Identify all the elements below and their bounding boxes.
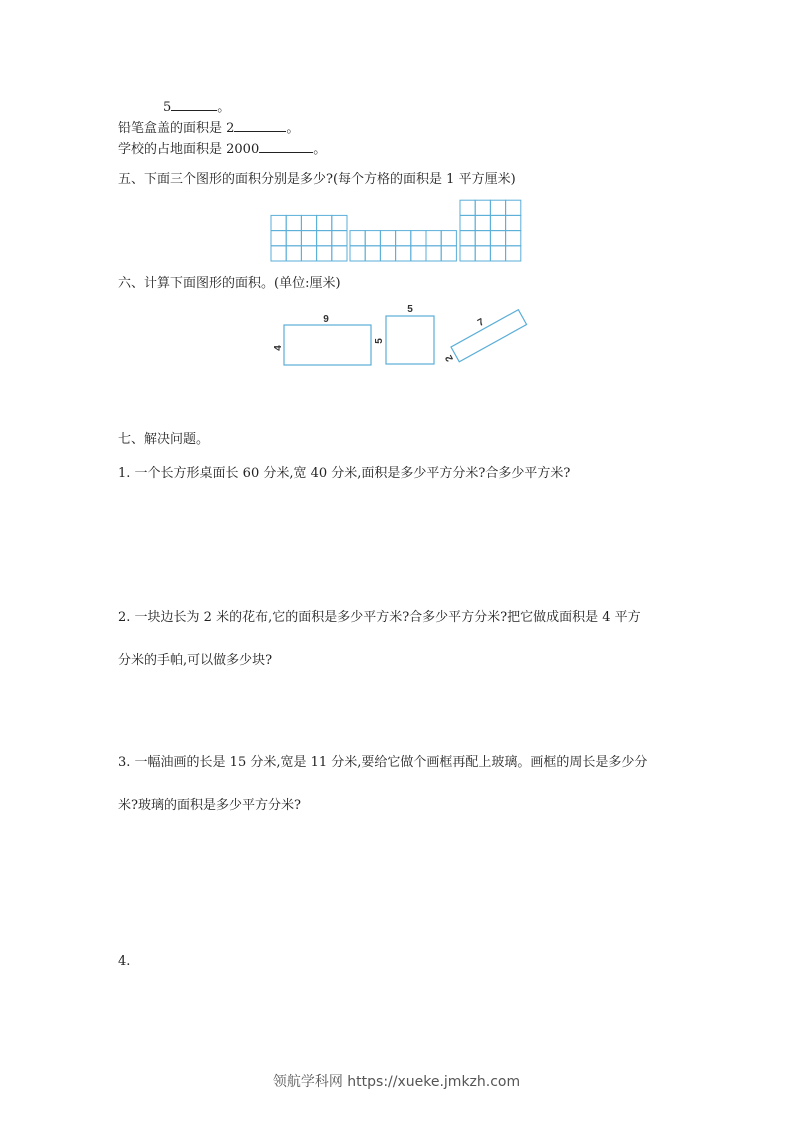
fill-in-line-1-suffix: 。	[217, 100, 231, 115]
grid-cell	[350, 246, 365, 261]
grid-cell	[506, 200, 521, 215]
grid-cell	[332, 215, 347, 230]
grid-cell	[490, 215, 505, 230]
grid-cell	[506, 246, 521, 261]
rectangle-length-label: 9	[323, 314, 329, 325]
square-side-label: 5	[374, 338, 385, 344]
grid-cell	[411, 246, 426, 261]
question-2-line-2: 分米的手帕,可以做多少块?	[118, 653, 273, 668]
grid-cell	[426, 231, 441, 246]
grid-cell	[441, 246, 456, 261]
grid-cell	[301, 246, 316, 261]
grid-cell	[286, 246, 301, 261]
question-2-line-1: 2. 一块边长为 2 米的花布,它的面积是多少平方米?合多少平方分米?把它做成面积是 4 平方	[118, 610, 641, 625]
square-top-label: 5	[407, 304, 413, 315]
grid-cell	[506, 215, 521, 230]
grid-cell	[271, 246, 286, 261]
fill-in-line-2-suffix: 。	[286, 121, 300, 136]
grid-cell	[475, 246, 490, 261]
grid-cell	[332, 231, 347, 246]
grid-cell	[317, 246, 332, 261]
grid-cell	[271, 231, 286, 246]
fill-in-line-3-suffix: 。	[313, 142, 327, 157]
grid-cell	[396, 246, 411, 261]
grid-cell	[365, 246, 380, 261]
grid-cell	[380, 231, 395, 246]
footer-watermark: 领航学科网 https://xueke.jmkzh.com	[272, 1074, 521, 1090]
grid-cell	[506, 231, 521, 246]
grid-cell	[475, 200, 490, 215]
grid-cell	[286, 231, 301, 246]
grid-cell	[460, 231, 475, 246]
grid-cell	[365, 231, 380, 246]
grid-figure-3	[460, 200, 521, 261]
grid-cell	[396, 231, 411, 246]
grid-cell	[426, 246, 441, 261]
section-6-heading: 六、计算下面图形的面积。(单位:厘米)	[118, 276, 341, 291]
question-3-line-2: 米?玻璃的面积是多少平方分米?	[118, 798, 301, 813]
grid-cell	[475, 215, 490, 230]
grid-cell	[490, 231, 505, 246]
grid-cell	[460, 215, 475, 230]
tilted-length-label: 7	[475, 316, 487, 330]
grid-cell	[460, 246, 475, 261]
tilted-rectangle-group	[435, 299, 527, 368]
square-shape	[386, 316, 434, 364]
rectangle-shape	[284, 325, 371, 365]
fill-in-line-3-prefix: 学校的占地面积是 2000	[118, 142, 260, 157]
grid-cell	[271, 215, 286, 230]
rectangle-width-label: 4	[273, 345, 284, 351]
fill-in-line-2-prefix: 铅笔盒盖的面积是 2	[118, 121, 235, 136]
grid-cell	[317, 231, 332, 246]
section-7-heading: 七、解决问题。	[118, 432, 210, 447]
question-4: 4.	[118, 954, 131, 969]
grid-cell	[286, 215, 301, 230]
question-1: 1. 一个长方形桌面长 60 分米,宽 40 分米,面积是多少平方分米?合多少平方米?	[118, 466, 571, 481]
grid-figure-1	[271, 215, 347, 261]
tilted-width-label: 2	[443, 352, 456, 364]
grid-cell	[301, 215, 316, 230]
grid-cell	[380, 246, 395, 261]
grid-cell	[441, 231, 456, 246]
grid-cell	[350, 231, 365, 246]
grid-cell	[490, 246, 505, 261]
section-5-heading: 五、下面三个图形的面积分别是多少?(每个方格的面积是 1 平方厘米)	[118, 172, 516, 187]
grid-figures	[0, 0, 793, 300]
grid-cell	[475, 231, 490, 246]
shape-figures	[265, 298, 535, 374]
grid-cell	[317, 215, 332, 230]
question-3-line-1: 3. 一幅油画的长是 15 分米,宽是 11 分米,要给它做个画框再配上玻璃。画框的周长是多少分	[118, 755, 648, 770]
grid-figure-2	[350, 231, 456, 261]
grid-cell	[490, 200, 505, 215]
fill-in-line-1-prefix: 5	[163, 100, 172, 115]
grid-cell	[301, 231, 316, 246]
grid-cell	[411, 231, 426, 246]
grid-cell	[460, 200, 475, 215]
grid-cell	[332, 246, 347, 261]
tilted-rectangle-shape	[451, 310, 527, 362]
